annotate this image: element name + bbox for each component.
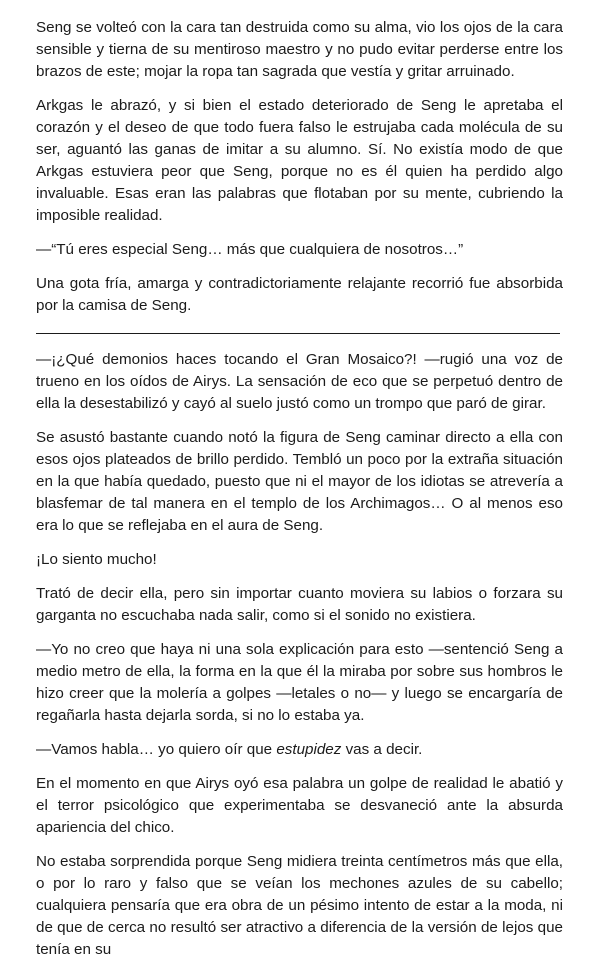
- paragraph: —¡¿Qué demonios haces tocando el Gran Mosaico?! —rugió una voz de trueno en los oídos de Airys. La sensación de eco que se perpetuó dentro de ella la desestabilizó y cayó al suelo justó como un trompo que paró de girar.: [36, 351, 563, 412]
- paragraph: Seng se volteó con la cara tan destruida como su alma, vio los ojos de la cara sensible y tierna de su mentiroso maestro y no pudo evitar perderse entre los brazos de este; mojar la ropa tan sagrada que vestía y gritar arruinado.: [36, 19, 563, 80]
- quote-text-after: vas a decir.: [341, 741, 423, 758]
- paragraph: No estaba sorprendida porque Seng midiera treinta centímetros más que ella, o por lo raro y falso que se veían los mechones azules de su cabello; cualquiera pensaría que era obra de un pésimo intento de estar a la moda, ni de que de cerca no resultó ser atractivo a diferencia de la versión de lejos que tenía en su: [36, 853, 563, 958]
- quote-text-before: —Vamos habla… yo quiero oír que: [36, 741, 277, 758]
- paragraph: Trató de decir ella, pero sin importar cuanto moviera su labios o forzara su garganta no escuchaba nada salir, como si el sonido no existiera.: [36, 585, 563, 624]
- paragraph: En el momento en que Airys oyó esa palabra un golpe de realidad le abatió y el terror psicológico que experimentaba se desvaneció ante la absurda apariencia del chico.: [36, 775, 563, 836]
- paragraph: ¡Lo siento mucho!: [36, 551, 157, 568]
- paragraph: —“Tú eres especial Seng… más que cualquiera de nosotros…”: [36, 241, 464, 258]
- paragraph: Se asustó bastante cuando notó la figura de Seng caminar directo a ella con esos ojos plateados de brillo perdido. Tembló un poco por la extraña situación en la que había quedado, puesto que ni el mayor de los idiotas se atrevería a blasfemar de tal manera en el templo de los Archimagos… O al menos eso era lo que se reflejaba en el aura de Seng.: [36, 429, 563, 534]
- paragraph: Arkgas le abrazó, y si bien el estado deteriorado de Seng le apretaba el corazón y el deseo de que todo fuera falso le estrujaba cada molécula de su ser, aguantó las ganas de imitar a su alumno. Sí. No existía modo de que Arkgas estuviera peor que Seng, porque no es él quien ha perdido algo invaluable. Esas eran las palabras que flotaban por su mente, cubriendo la imposible realidad.: [36, 97, 563, 224]
- section-divider: [36, 333, 560, 334]
- quote-text-italic: estupidez: [276, 741, 342, 758]
- paragraph: —Yo no creo que haya ni una sola explicación para esto —sentenció Seng a medio metro de ella, la forma en la que él la miraba por sobre sus hombros le hizo creer que la molería a golpes —letales o no— y luego se encargaría de regañarla hasta dejarla sorda, si no lo estaba ya.: [36, 641, 563, 724]
- paragraph: Una gota fría, amarga y contradictoriamente relajante recorrió fue absorbida por la camisa de Seng.: [36, 275, 563, 314]
- paragraph-quote: [36, 739, 563, 761]
